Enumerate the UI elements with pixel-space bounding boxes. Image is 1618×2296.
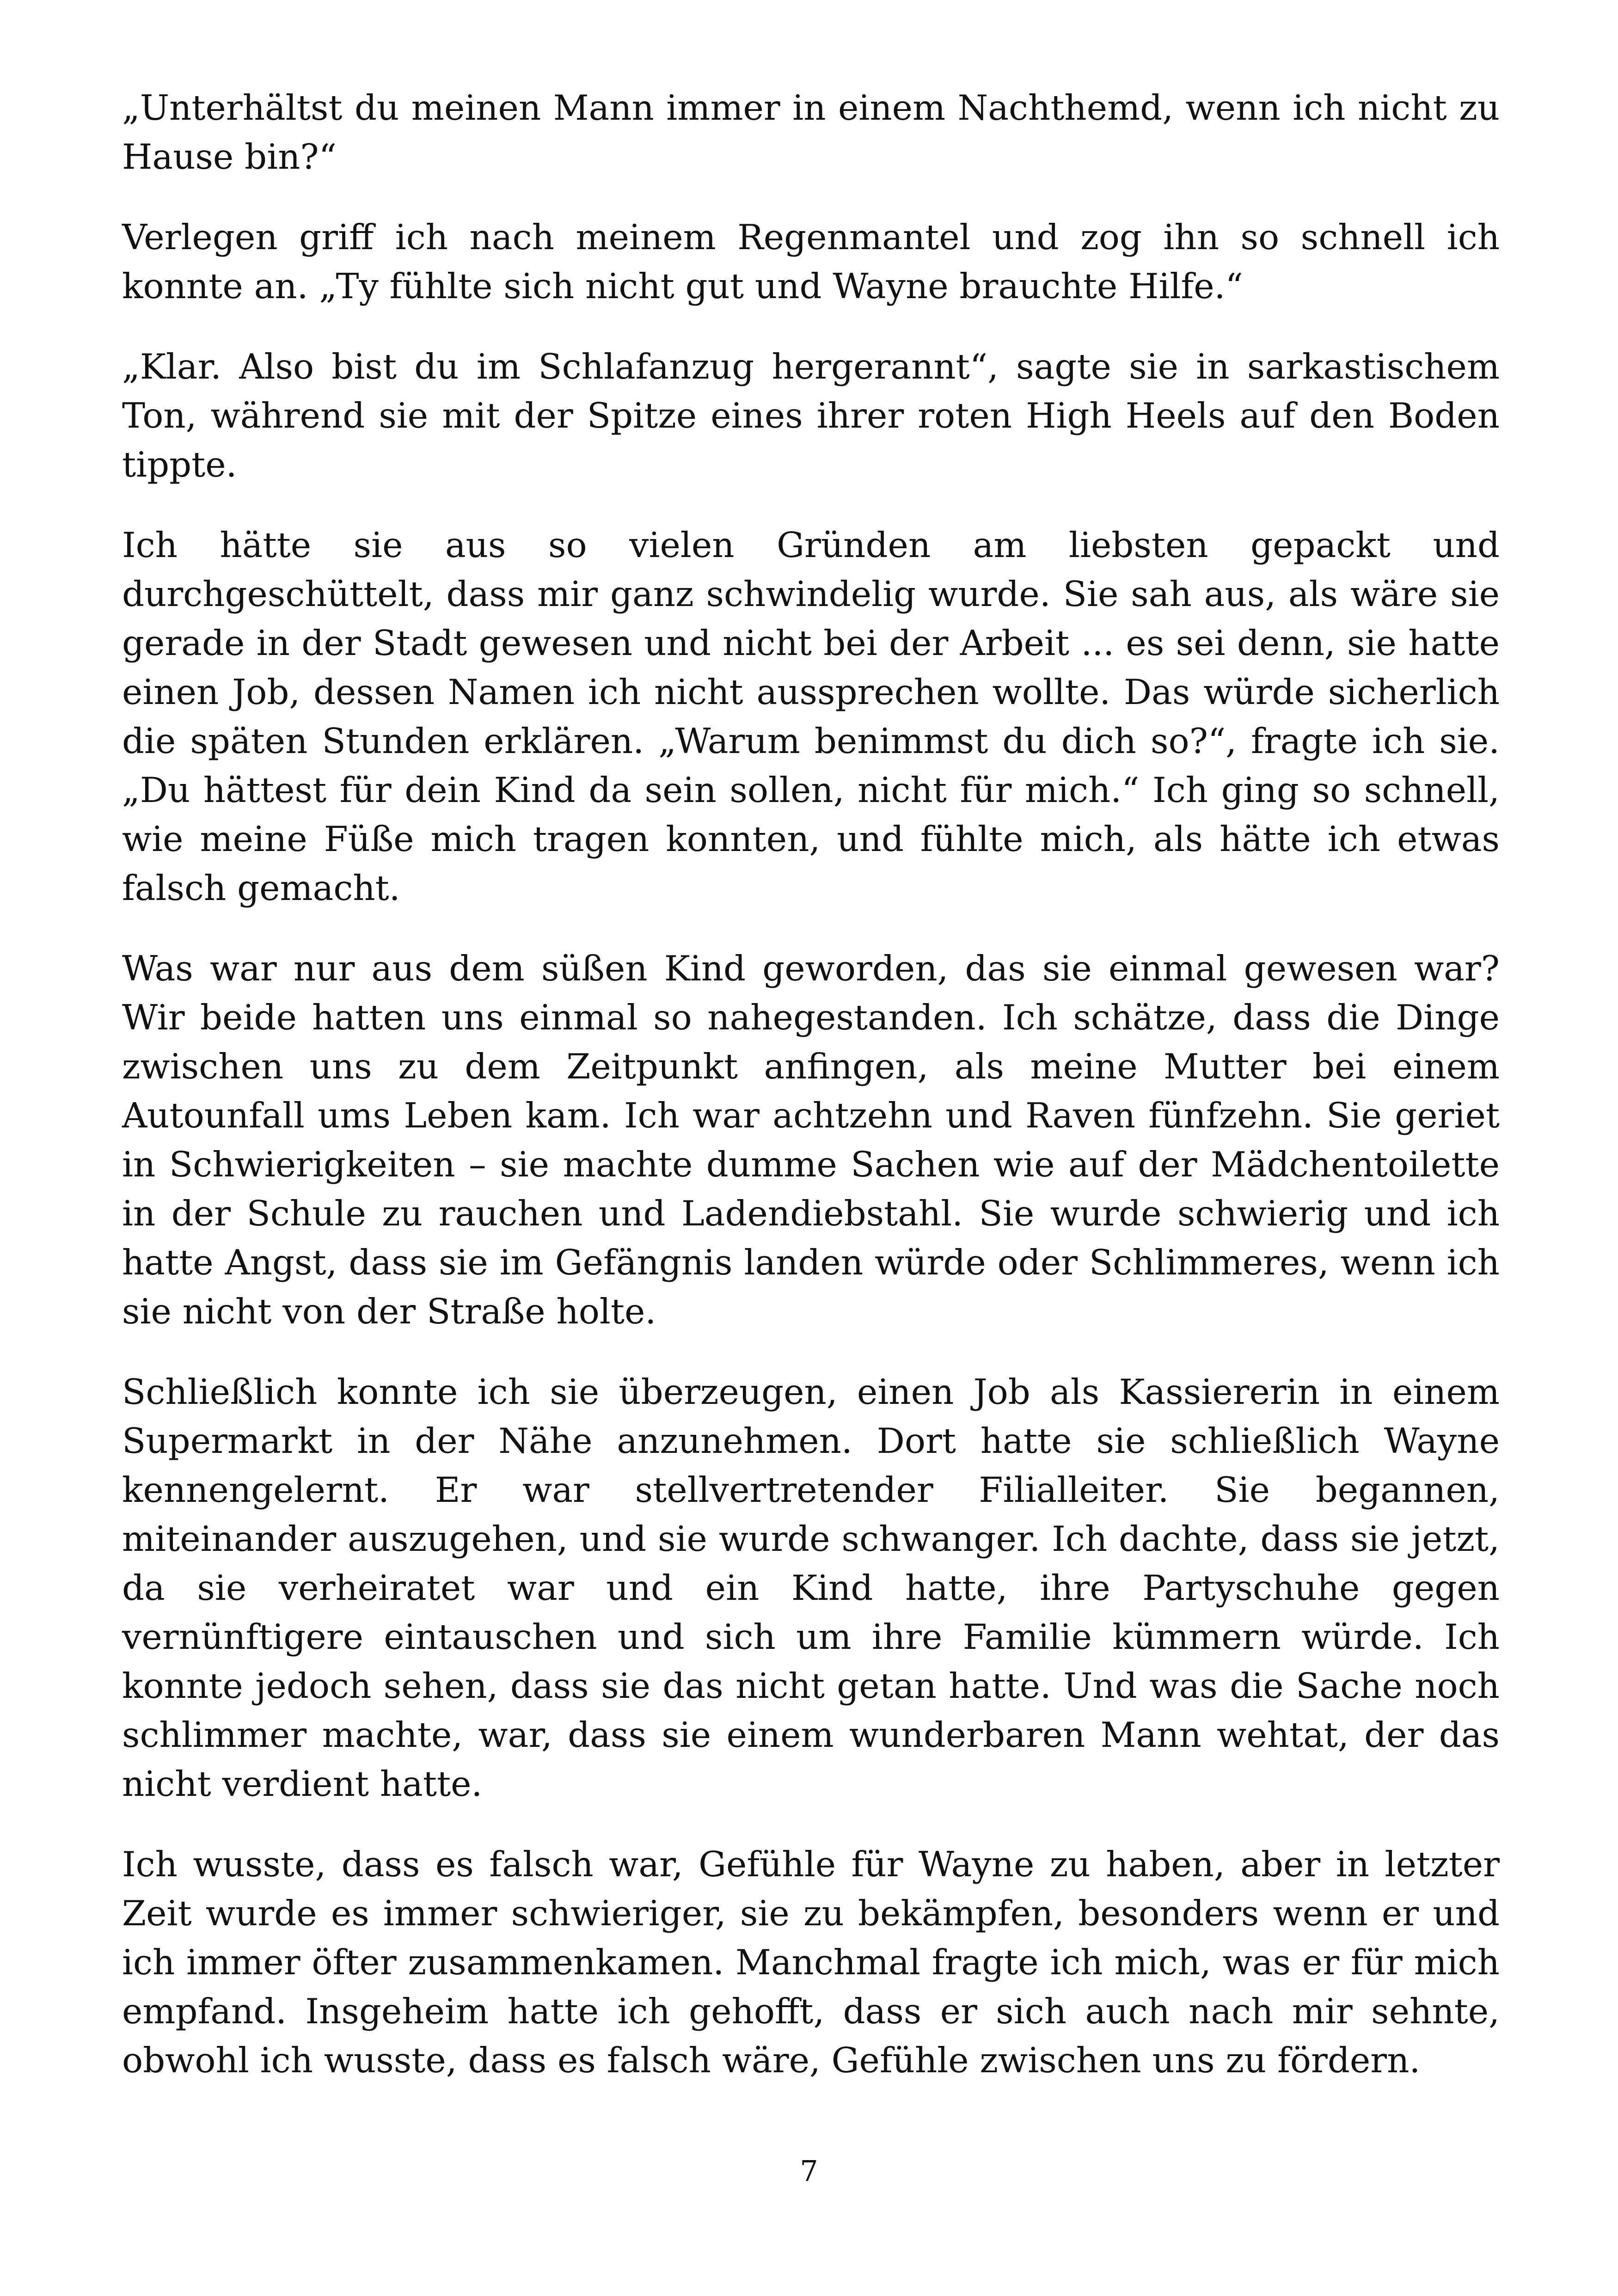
paragraph: Was war nur aus dem süßen Kind geworden, das sie einmal gewesen war? Wir beide hatten uns einmal so nahegestanden. Ich schätze, dass die Dinge zwischen uns zu dem Zeitpunkt anfingen, als meine Mutter bei einem Autounfall ums Leben kam. Ich war achtzehn und Raven fünfzehn. Sie geriet in Schwierigkeiten – sie machte dumme Sachen wie auf der Mädchentoilette in der Schule zu rauchen und Ladendiebstahl. Sie wurde schwierig und ich hatte Angst, dass sie im Gefängnis landen würde oder Schlimmeres, wenn ich sie nicht von der Straße holte. — [122, 948, 1500, 1332]
paragraph: „Klar. Also bist du im Schlafanzug hergerannt“, sagte sie in sarkastischem Ton, während sie mit der Spitze eines ihrer roten High Heels auf den Boden tippte. — [122, 346, 1500, 485]
page-body — [122, 83, 1500, 2116]
paragraph: „Unterhältst du meinen Mann immer in einem Nachthemd, wenn ich nicht zu Hause bin?“ — [122, 87, 1500, 177]
paragraph: Ich hätte sie aus so vielen Gründen am liebsten gepackt und durchgeschüttelt, dass mir ganz schwindelig wurde. Sie sah aus, als wäre sie gerade in der Stadt gewesen und nicht bei der Arbeit ... es sei denn, sie hatte einen Job, dessen Namen ich nicht aussprechen wollte. Das würde sicherlich die späten Stunden erklären. „Warum benimmst du dich so?“, fragte ich sie. „Du hättest für dein Kind da sein sollen, nicht für mich.“ Ich ging so schnell, wie meine Füße mich tragen konnten, und fühlte mich, als hätte ich etwas falsch gemacht. — [122, 525, 1500, 908]
paragraph: Schließlich konnte ich sie überzeugen, einen Job als Kassiererin in einem Supermarkt in der Nähe anzunehmen. Dort hatte sie schließlich Wayne kennengelernt. Er war stellvertretender Filialleiter. Sie begannen, miteinander auszugehen, und sie wurde schwanger. Ich dachte, dass sie jetzt, da sie verheiratet war und ein Kind hatte, ihre Partyschuhe gegen vernünftigere eintauschen und sich um ihre Familie kümmern würde. Ich konnte jedoch sehen, dass sie das nicht getan hatte. Und was die Sache noch schlimmer machte, war, dass sie einem wunderbaren Mann wehtat, der das nicht verdient hatte. — [122, 1371, 1500, 1804]
page-number: 7 — [800, 2154, 818, 2188]
paragraph: Ich wusste, dass es falsch war, Gefühle für Wayne zu haben, aber in letzter Zeit wurde es immer schwieriger, sie zu bekämpfen, besonders wenn er und ich immer öfter zusammenkamen. Manchmal fragte ich mich, was er für mich empfand. Insgeheim hatte ich gehofft, dass er sich auch nach mir sehnte, obwohl ich wusste, dass es falsch wäre, Gefühle zwischen uns zu fördern. — [122, 1844, 1500, 2081]
paragraph: Verlegen griff ich nach meinem Regenmantel und zog ihn so schnell ich konnte an. „Ty fühlte sich nicht gut und Wayne brauchte Hilfe.“ — [122, 217, 1500, 306]
